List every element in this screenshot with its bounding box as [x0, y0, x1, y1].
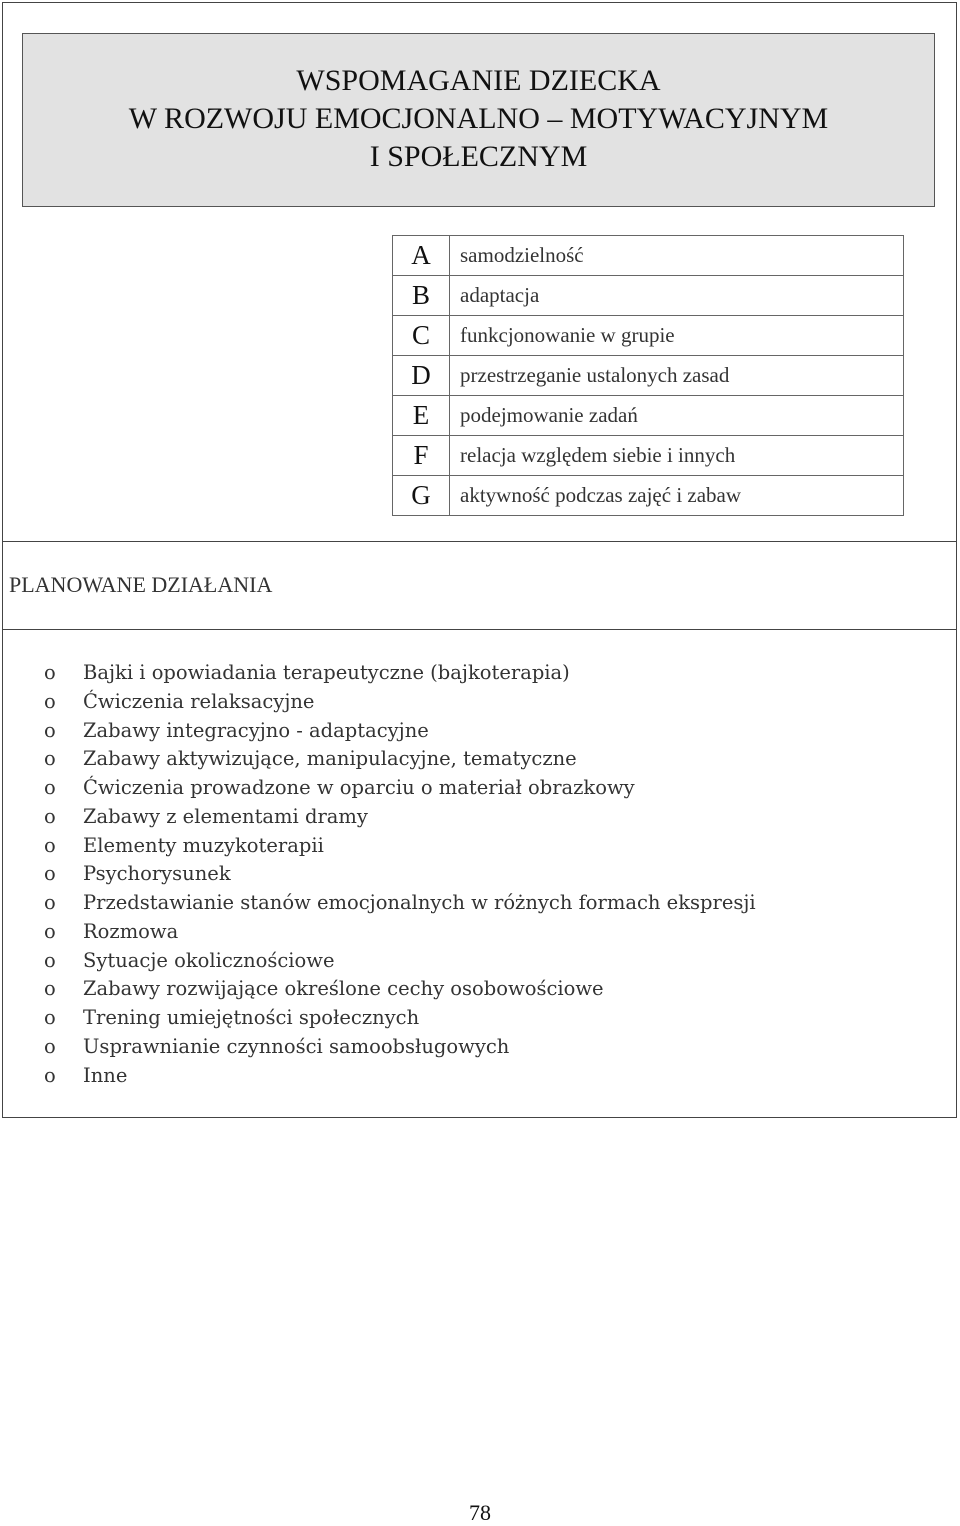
- legend-row: [393, 316, 904, 356]
- title-line-2: W ROZWOJU EMOCJONALNO – MOTYWACYJNYM: [128, 102, 829, 135]
- legend-description: samodzielność: [450, 236, 904, 276]
- legend-description: adaptacja: [450, 276, 904, 316]
- list-item-text: Przedstawianie stanów emocjonalnych w różnych formach ekspresji: [83, 891, 756, 914]
- legend-row: [393, 476, 904, 516]
- section-divider-top: [2, 541, 957, 542]
- legend-letter: F: [393, 436, 450, 476]
- legend-row: [393, 436, 904, 476]
- legend-letter: E: [393, 396, 450, 436]
- legend-letter: G: [393, 476, 450, 516]
- title-box: [22, 33, 935, 207]
- legend-letter: C: [393, 316, 450, 356]
- legend-description: funkcjonowanie w grupie: [450, 316, 904, 356]
- title-line-3: I SPOŁECZNYM: [369, 140, 588, 173]
- section-heading: PLANOWANE DZIAŁANIA: [9, 572, 273, 597]
- bullet-icon: o: [44, 689, 56, 713]
- list-item-text: Rozmowa: [83, 919, 179, 943]
- list-item-text: Ćwiczenia prowadzone w oparciu o materiał obrazkowy: [83, 776, 635, 799]
- legend-row: [393, 236, 904, 276]
- list-item-text: Bajki i opowiadania terapeutyczne (bajkoterapia): [83, 661, 570, 684]
- bullet-icon: o: [44, 977, 56, 1001]
- bullet-icon: o: [44, 661, 56, 684]
- title-line-1: WSPOMAGANIE DZIECKA: [296, 64, 661, 97]
- bullet-icon: o: [44, 718, 56, 742]
- bullet-icon: o: [44, 747, 56, 771]
- legend-letter: D: [393, 356, 450, 396]
- bullet-icon: o: [44, 1063, 56, 1087]
- legend-table: [392, 235, 904, 516]
- legend-letter: B: [393, 276, 450, 316]
- legend-description: relacja względem siebie i innych: [450, 436, 904, 476]
- bullet-icon: o: [44, 833, 56, 857]
- list-item-text: Inne: [83, 1063, 128, 1087]
- bullet-icon: o: [44, 1034, 56, 1058]
- bullet-icon: o: [44, 891, 56, 914]
- bullet-icon: o: [44, 919, 56, 943]
- list-item-text: Ćwiczenia relaksacyjne: [83, 689, 315, 713]
- legend-description: przestrzeganie ustalonych zasad: [450, 356, 904, 396]
- bullet-icon: o: [44, 804, 56, 828]
- page-number: 78: [469, 1500, 491, 1525]
- list-item-text: Zabawy aktywizujące, manipulacyjne, tematyczne: [83, 747, 577, 771]
- section-divider-bottom: [2, 629, 957, 630]
- legend-description: aktywność podczas zajęć i zabaw: [450, 476, 904, 516]
- list-item-text: Trening umiejętności społecznych: [83, 1006, 420, 1029]
- bullet-icon: o: [44, 1006, 56, 1029]
- legend-description: podejmowanie zadań: [450, 396, 904, 436]
- legend-row: [393, 276, 904, 316]
- legend-row: [393, 396, 904, 436]
- list-item-text: Zabawy integracyjno - adaptacyjne: [83, 718, 429, 742]
- list-item-text: Usprawnianie czynności samoobsługowych: [83, 1034, 510, 1058]
- legend-letter: A: [393, 236, 450, 276]
- legend-row: [393, 356, 904, 396]
- bullet-icon: o: [44, 862, 56, 886]
- bullet-icon: o: [44, 948, 56, 972]
- list-item-text: Sytuacje okolicznościowe: [83, 948, 335, 972]
- bullet-icon: o: [44, 776, 56, 799]
- list-item-text: Zabawy rozwijające określone cechy osobowościowe: [83, 977, 604, 1001]
- list-item-text: Elementy muzykoterapii: [83, 833, 324, 857]
- list-item-text: Zabawy z elementami dramy: [83, 804, 368, 828]
- list-item-text: Psychorysunek: [83, 862, 231, 886]
